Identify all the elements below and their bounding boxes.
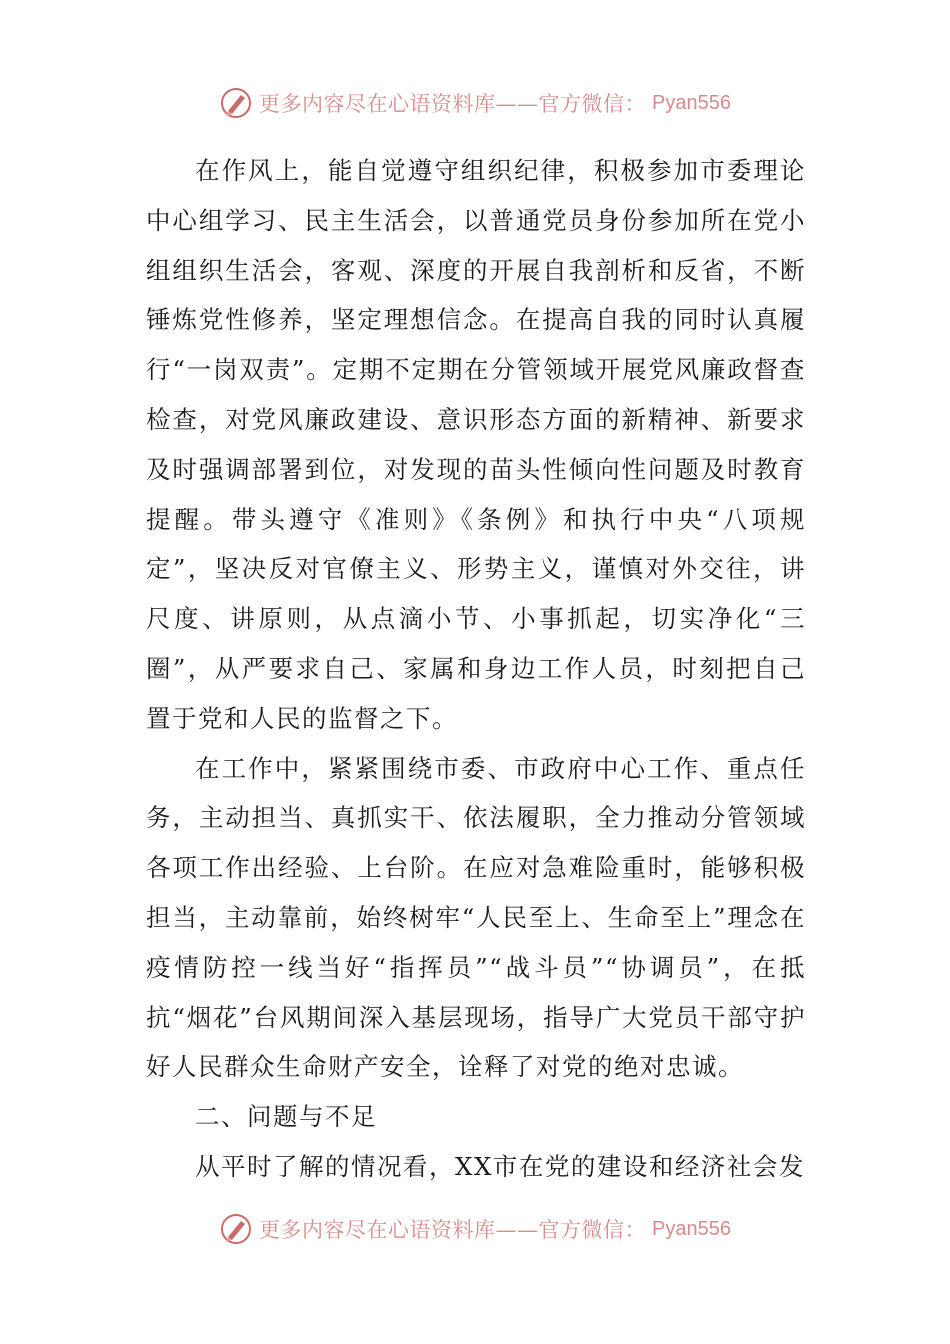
watermark-wechat-id: Pyan556 — [652, 91, 731, 114]
paragraph-work: 在工作中，紧紧围绕市委、市政府中心工作、重点任务，主动担当、真抓实干、依法履职，全力推动分管领域各项工作出经验、上台阶。在应对急难险重时，能够积极担当，主动靠前，始终树牢“人民至上、生命至上”理念在疫情防控一线当好“指挥员”“战斗员”“协调员”，在抵抗“烟花”台风期间深入基层现场，指导广大党员干部守护好人民群众生命财产安全，诠释了对党的绝对忠诚。 — [146, 753, 806, 1082]
paragraph-observation: 从平时了解的情况看，XX市在党的建设和经济社会发 — [195, 1151, 805, 1181]
document-body — [146, 146, 806, 1192]
paragraph-style: 在作风上，能自觉遵守组织纪律，积极参加市委理论中心组学习、民主生活会，以普通党员身份参加所在党小组组织生活会，客观、深度的开展自我剖析和反省，不断锤炼党性修养，坚定理想信念。在提高自我的同时认真履行“一岗双责”。定期不定期在分管领域开展党风廉政督查检查，对党风廉政建设、意识形态方面的新精神、新要求及时强调部署到位，对发现的苗头性倾向性问题及时教育提醒。带头遵守《准则》《条例》和执行中央“八项规定”，坚决反对官僚主义、形势主义，谨慎对外交往，讲尺度、讲原则，从点滴小节、小事抓起，切实净化“三圈”，从严要求自己、家属和身边工作人员，时刻把自己置于党和人民的监督之下。 — [146, 156, 806, 733]
watermark-text: 更多内容尽在心语资料库——官方微信： — [259, 92, 647, 116]
header-watermark — [0, 83, 950, 123]
watermark-wechat-id: Pyan556 — [652, 1217, 731, 1240]
section-heading-problems: 二、问题与不足 — [195, 1102, 377, 1132]
watermark-text: 更多内容尽在心语资料库——官方微信： — [259, 1218, 647, 1242]
pen-logo-icon — [219, 86, 253, 120]
footer-watermark — [0, 1209, 950, 1249]
pen-logo-icon — [219, 1212, 253, 1246]
